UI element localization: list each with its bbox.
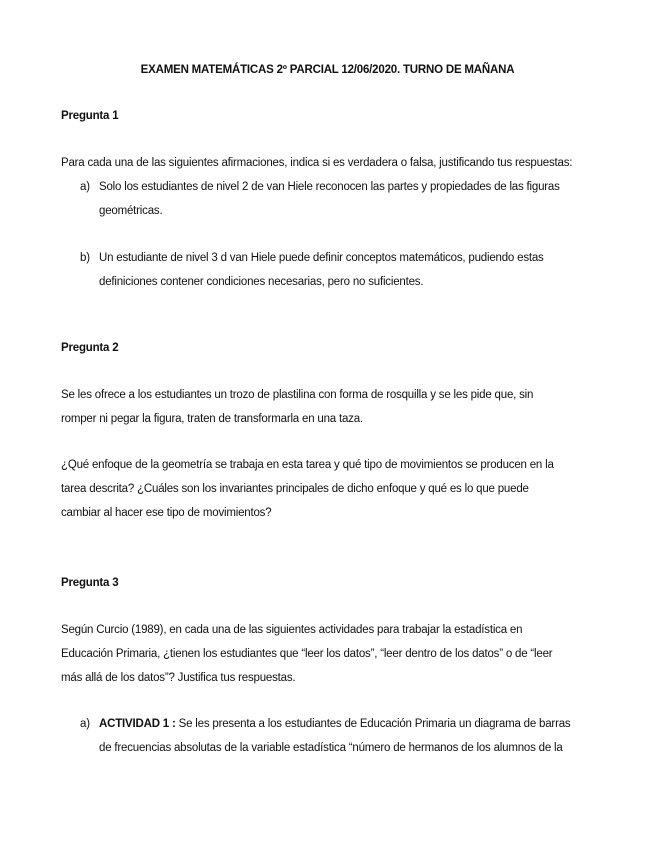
question-2-paragraph-2-line-1: ¿Qué enfoque de la geometría se trabaja en esta tarea y qué tipo de movimientos se producen en la [61,459,554,471]
item-a-text: Solo los estudiantes de nivel 2 de van Hiele reconocen las partes y propiedades de las figuras [99,181,560,193]
question-2-paragraph-2-line-3: cambiar al hacer ese tipo de movimientos? [61,507,272,519]
item-a-label: a) [80,181,90,193]
question-1-item-b-continuation: definiciones contener condiciones necesarias, pero no suficientes. [99,276,424,288]
question-2-paragraph-1-line-2: romper ni pegar la figura, traten de transformarla en una taza. [61,413,363,425]
question-3-item-a [80,717,570,731]
question-3-paragraph-line-3: más allá de los datos”? Justifica tus respuestas. [61,672,296,684]
question-1-heading: Pregunta 1 [61,110,119,122]
item-b-text: Un estudiante de nivel 3 d van Hiele puede definir conceptos matemáticos, pudiendo estas [99,252,544,264]
question-3-heading: Pregunta 3 [61,577,119,589]
question-1-item-a-continuation: geométricas. [99,205,163,217]
question-3-paragraph-line-2: Educación Primaria, ¿tienen los estudiantes que “leer los datos”, “leer dentro de los datos” o de “leer [61,648,553,660]
question-1-item-b [80,251,544,265]
question-2-paragraph-1-line-1: Se les ofrece a los estudiantes un trozo de plastilina con forma de rosquilla y se les pide que, sin [61,389,534,401]
item-b-label: b) [80,252,90,264]
item-a-label: a) [80,718,90,730]
question-3-item-a-continuation: de frecuencias absolutas de la variable estadística “número de hermanos de los alumnos de la [99,742,563,754]
question-2-heading: Pregunta 2 [61,342,119,354]
question-1-intro: Para cada una de las siguientes afirmaciones, indica si es verdadera o falsa, justificando tus respuestas: [61,157,573,169]
item-a-text: Se les presenta a los estudiantes de Educación Primaria un diagrama de barras [175,718,571,730]
question-3-paragraph-line-1: Según Curcio (1989), en cada una de las siguientes actividades para trabajar la estadística en [61,624,523,636]
question-2-paragraph-2-line-2: tarea descrita? ¿Cuáles son los invariantes principales de dicho enfoque y qué es lo que puede [61,483,529,495]
activity-1-label: ACTIVIDAD 1 : [99,718,176,730]
exam-title: EXAMEN MATEMÁTICAS 2º PARCIAL 12/06/2020. TURNO DE MAÑANA [140,64,515,76]
question-1-item-a [80,180,560,194]
